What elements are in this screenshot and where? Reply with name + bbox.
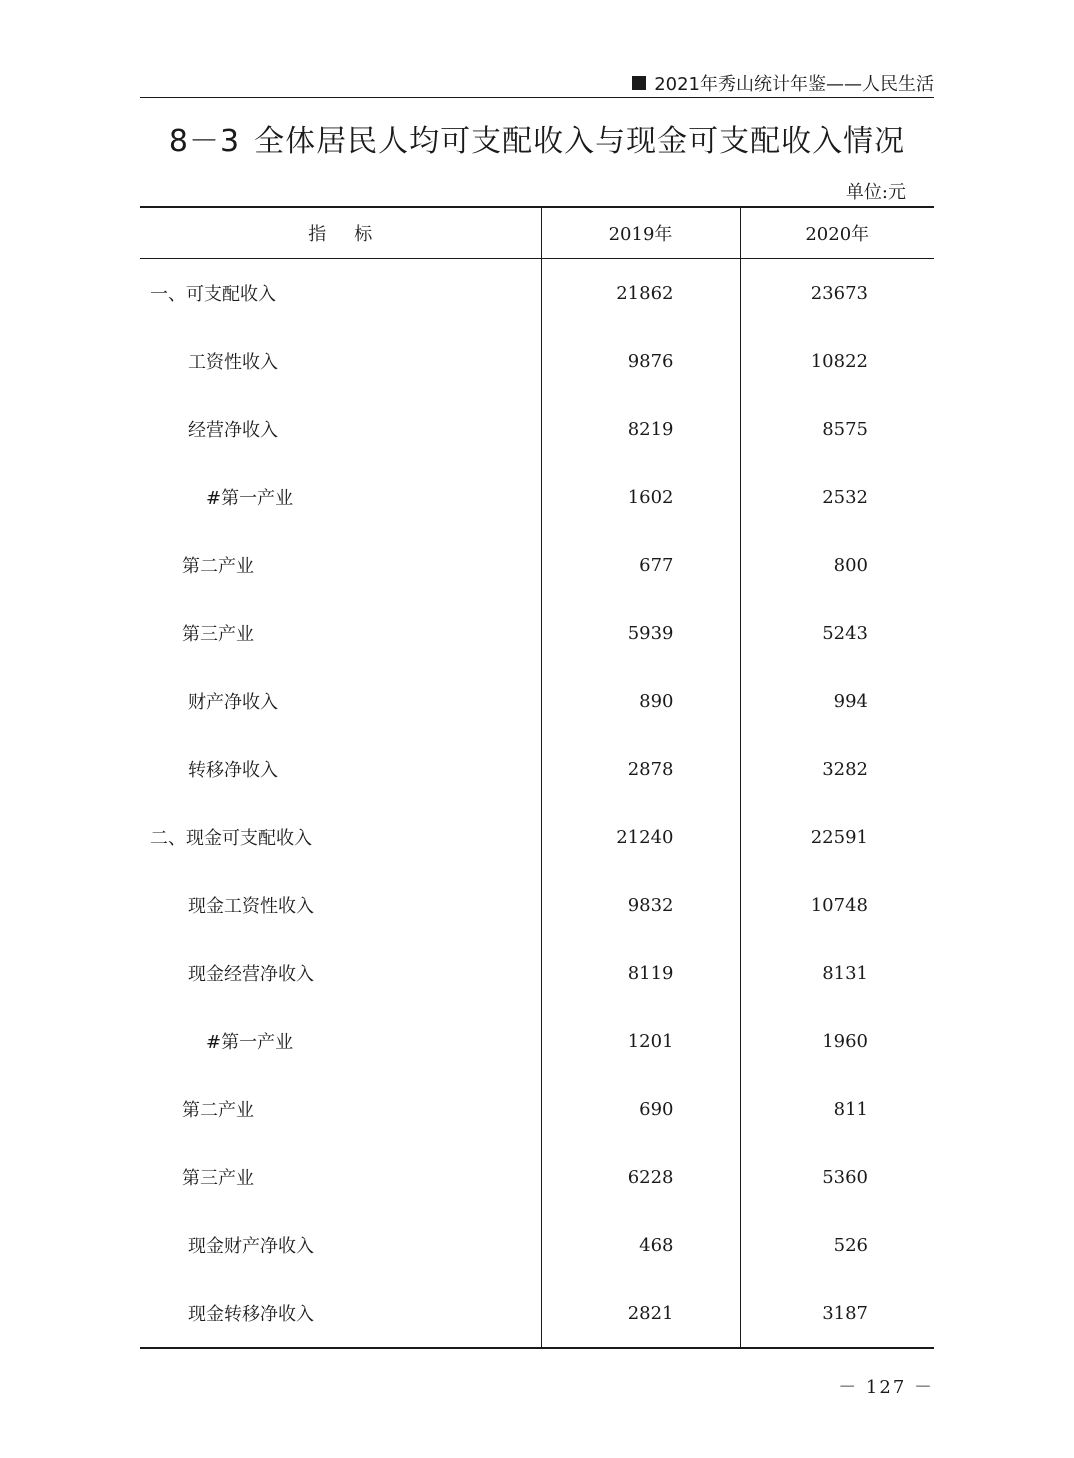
- value-2020: 1960: [740, 1007, 934, 1075]
- table-row: [140, 327, 934, 395]
- table-row: [140, 531, 934, 599]
- table-bottom-rule: [140, 1347, 934, 1349]
- row-label: 工资性收入: [188, 352, 278, 373]
- table-number: 8－3: [168, 124, 241, 159]
- header-rule: [140, 97, 934, 98]
- value-2020: 3282: [740, 735, 934, 803]
- table-row: [140, 1211, 934, 1279]
- page-number: － 127 －: [838, 1377, 934, 1398]
- row-label: 财产净收入: [188, 692, 278, 713]
- table-header-row: [140, 208, 934, 259]
- table-row: [140, 463, 934, 531]
- table-row: [140, 1075, 934, 1143]
- value-2019: 6228: [541, 1143, 740, 1211]
- value-2019: 5939: [541, 599, 740, 667]
- value-2019: 8119: [541, 939, 740, 1007]
- table-row: [140, 871, 934, 939]
- value-2019: 677: [541, 531, 740, 599]
- row-label: 转移净收入: [188, 760, 278, 781]
- value-2020: 526: [740, 1211, 934, 1279]
- value-2019: 468: [541, 1211, 740, 1279]
- row-label: 二、现金可支配收入: [150, 828, 312, 849]
- value-2019: 2821: [541, 1279, 740, 1347]
- row-label: 现金工资性收入: [188, 896, 314, 917]
- row-label: 经营净收入: [188, 420, 278, 441]
- value-2020: 22591: [740, 803, 934, 871]
- value-2020: 3187: [740, 1279, 934, 1347]
- header-2019: 2019年: [541, 208, 740, 259]
- running-header: [632, 70, 934, 96]
- row-label: #第一产业: [206, 1032, 294, 1053]
- row-label: 现金财产净收入: [188, 1236, 314, 1257]
- value-2020: 23673: [740, 259, 934, 328]
- value-2020: 800: [740, 531, 934, 599]
- value-2019: 1602: [541, 463, 740, 531]
- value-2019: 21862: [541, 259, 740, 328]
- value-2019: 690: [541, 1075, 740, 1143]
- row-label: 第三产业: [182, 1168, 254, 1189]
- value-2020: 8575: [740, 395, 934, 463]
- table-row: [140, 259, 934, 328]
- header-indicator: 指标: [140, 208, 541, 259]
- value-2020: 8131: [740, 939, 934, 1007]
- value-2019: 1201: [541, 1007, 740, 1075]
- row-label: 一、可支配收入: [150, 284, 276, 305]
- table-row: [140, 1279, 934, 1347]
- running-header-text: 2021年秀山统计年鉴——人民生活: [654, 74, 934, 95]
- value-2019: 9876: [541, 327, 740, 395]
- unit-label: 单位:元: [845, 182, 906, 203]
- value-2019: 2878: [541, 735, 740, 803]
- income-table: [140, 206, 934, 1349]
- value-2020: 10822: [740, 327, 934, 395]
- page-title: [0, 116, 1074, 160]
- value-2020: 994: [740, 667, 934, 735]
- table-row: [140, 735, 934, 803]
- table-row: [140, 939, 934, 1007]
- value-2020: 5360: [740, 1143, 934, 1211]
- row-label: 现金转移净收入: [188, 1304, 314, 1325]
- table-row: [140, 1143, 934, 1211]
- row-label: 第二产业: [182, 556, 254, 577]
- table-row: [140, 1007, 934, 1075]
- row-label: #第一产业: [206, 488, 294, 509]
- value-2020: 811: [740, 1075, 934, 1143]
- row-label: 现金经营净收入: [188, 964, 314, 985]
- row-label: 第三产业: [182, 624, 254, 645]
- value-2020: 5243: [740, 599, 934, 667]
- table-row: [140, 599, 934, 667]
- value-2019: 890: [541, 667, 740, 735]
- value-2019: 9832: [541, 871, 740, 939]
- table-body: [140, 259, 934, 1348]
- value-2019: 8219: [541, 395, 740, 463]
- table-row: [140, 667, 934, 735]
- title-text: 全体居民人均可支配收入与现金可支配收入情况: [254, 124, 906, 159]
- value-2020: 10748: [740, 871, 934, 939]
- table-row: [140, 395, 934, 463]
- value-2020: 2532: [740, 463, 934, 531]
- square-bullet-icon: [632, 76, 646, 90]
- row-label: 第二产业: [182, 1100, 254, 1121]
- header-2020: 2020年: [740, 208, 934, 259]
- table-row: [140, 803, 934, 871]
- value-2019: 21240: [541, 803, 740, 871]
